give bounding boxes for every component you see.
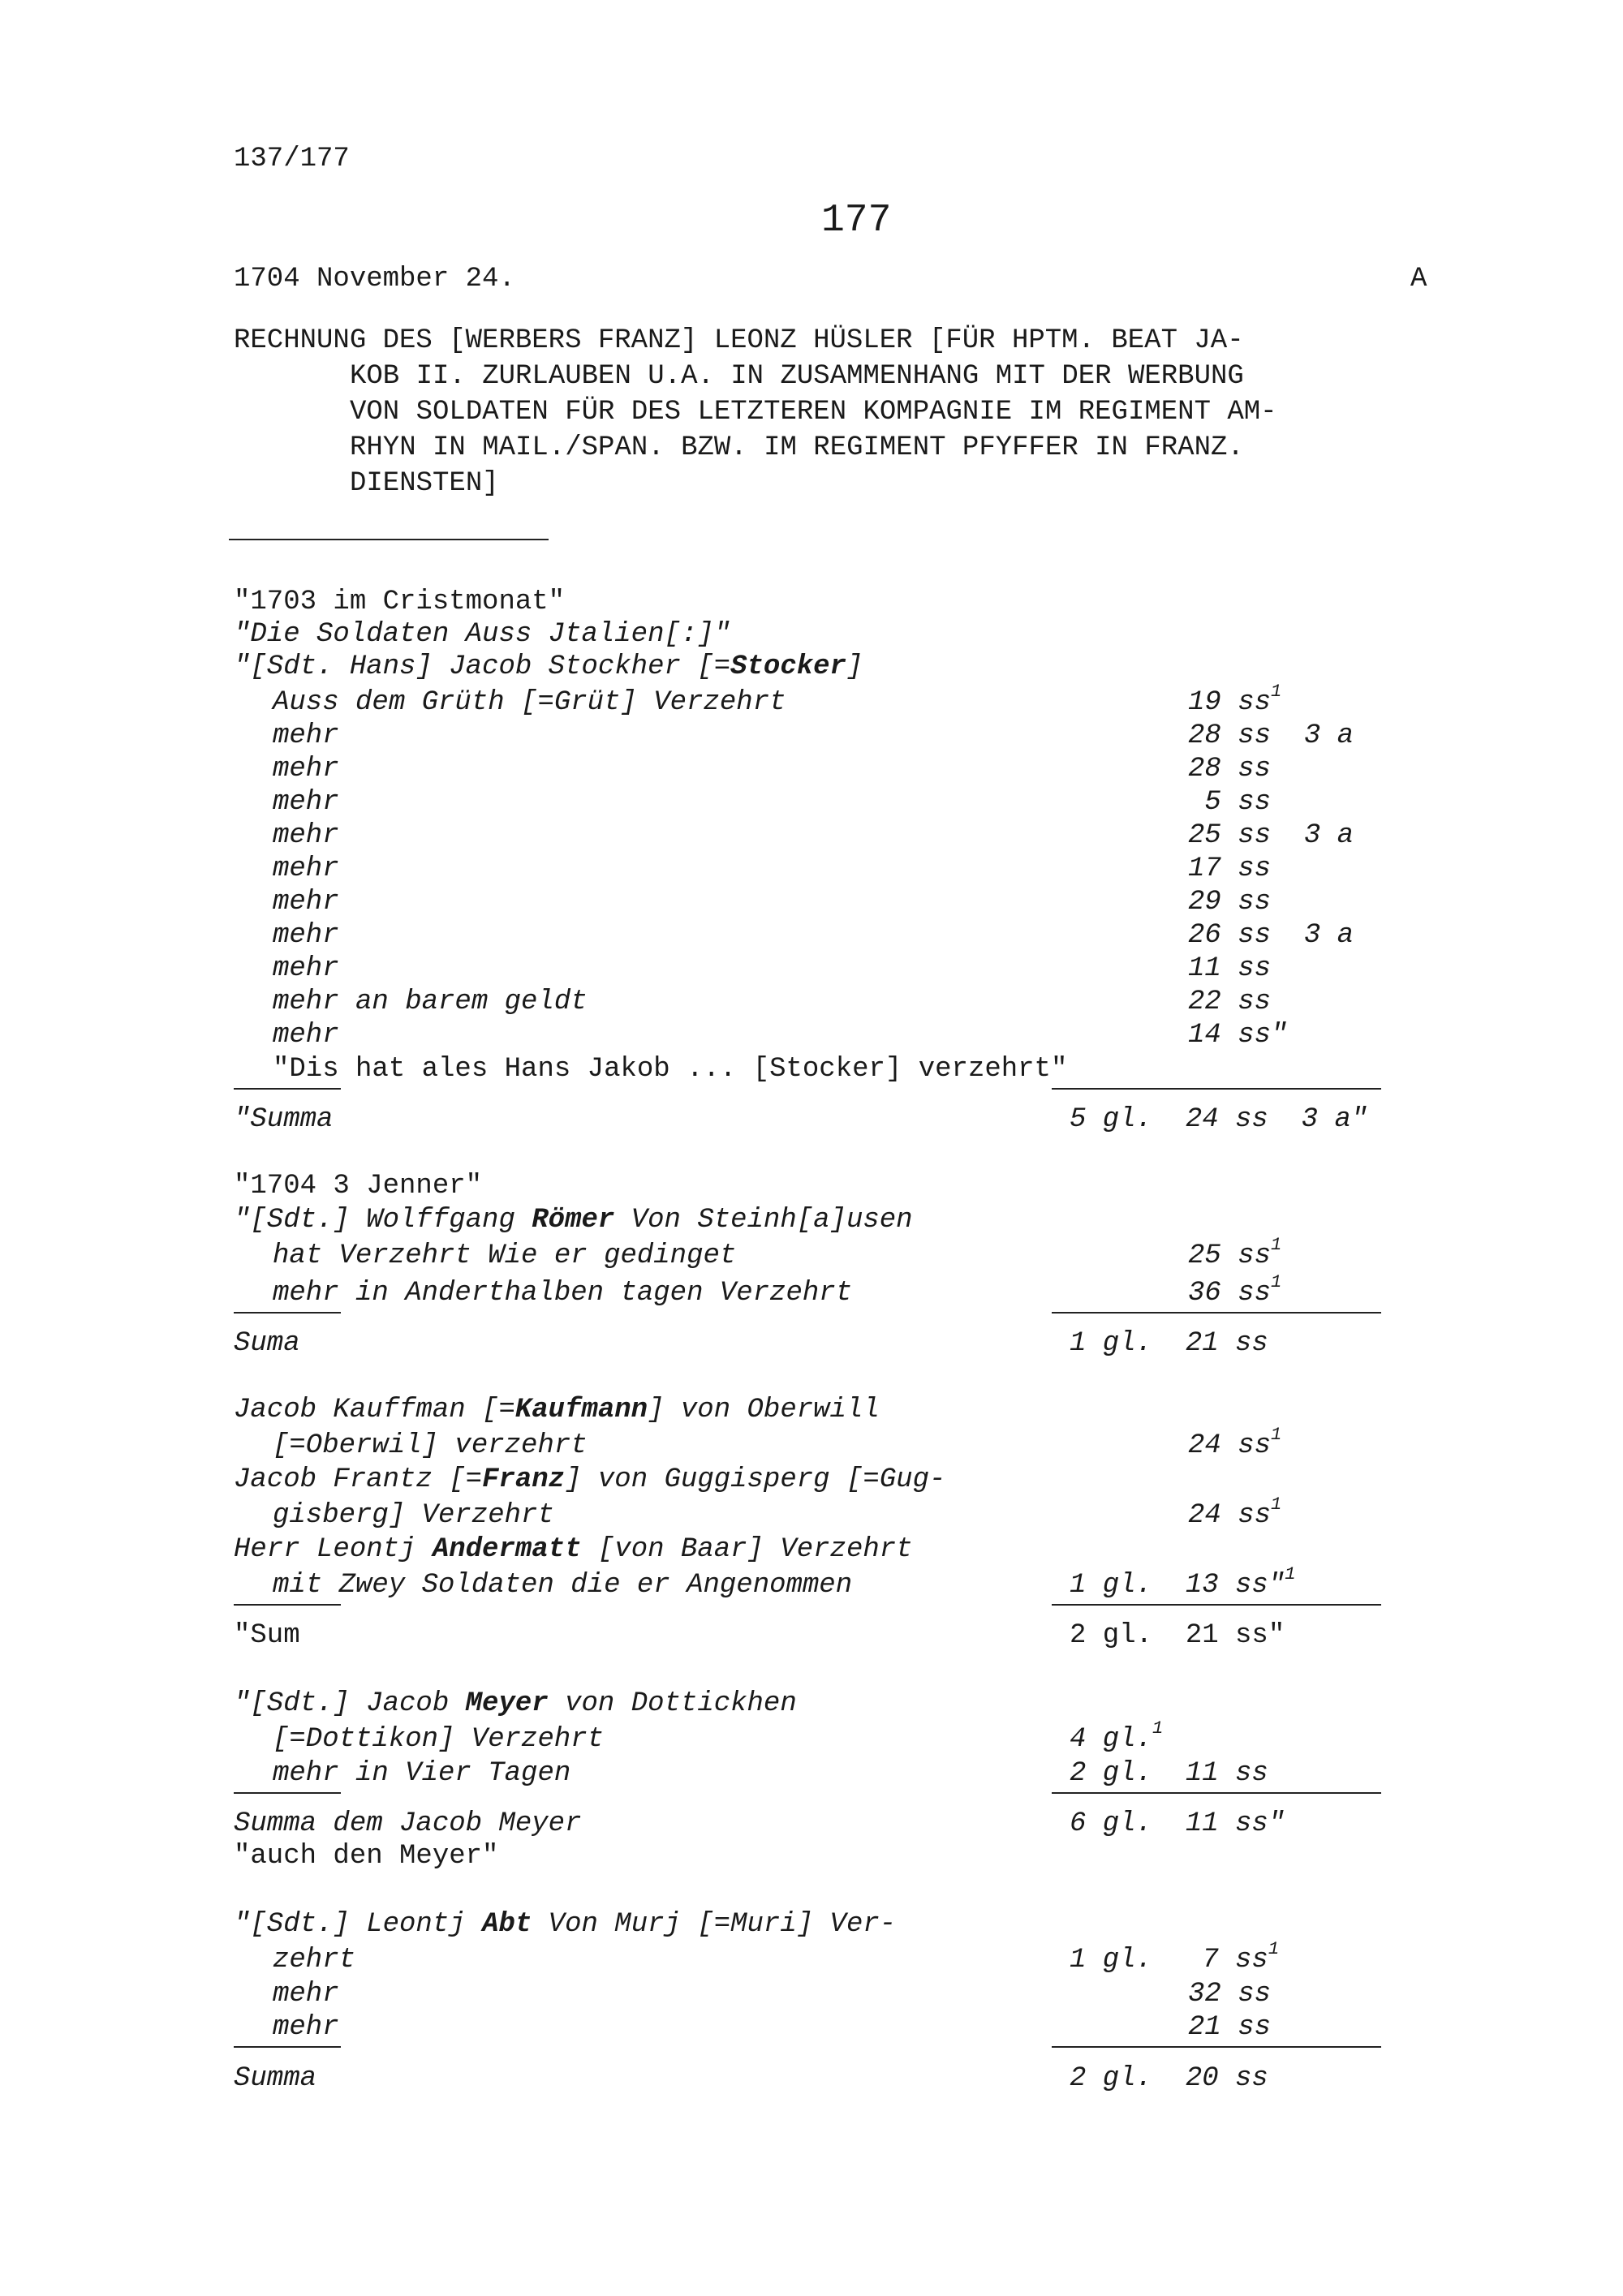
soldier-name: Meyer (465, 1688, 549, 1719)
soldier-suffix: Von Steinh[a]usen (614, 1205, 913, 1236)
soldier-name: Römer (532, 1205, 615, 1236)
subtotal-rule-left (234, 1088, 341, 1090)
item-amount: 17 ss (1188, 853, 1272, 884)
item-amount: 25 ss 3 a (1188, 820, 1354, 851)
soldier-prefix: Jacob Kauffman [= (234, 1395, 515, 1425)
subtotal-rule-left (234, 2046, 341, 2048)
item-amount: 28 ss 3 a (1188, 720, 1354, 751)
item-amount: 24 $ss^1$ (1188, 1424, 1282, 1461)
soldier-entry (234, 1202, 913, 1238)
total-label: Summa dem Jacob Meyer (234, 1808, 582, 1839)
item-label: mehr in Vier Tagen (273, 1758, 571, 1789)
footnote-marker: 1 (1268, 1938, 1280, 1959)
subtotal-rule-right (1052, 1088, 1381, 1090)
soldier-name: Kaufmann (514, 1395, 648, 1425)
total-amount: 2 gl. 20 ss (1070, 2063, 1268, 2094)
section-heading: "1703 im Cristmonat" (234, 587, 566, 617)
item-amount: 11 ss (1188, 953, 1272, 984)
footnote-marker: 1 (1271, 681, 1282, 702)
document-number: 177 (821, 199, 892, 243)
item-label: mehr (273, 1979, 339, 2010)
total-amount: 1 gl. 21 ss (1070, 1328, 1268, 1359)
title-line: DIENSTEN] (350, 468, 499, 499)
soldier-suffix: ] von Guggisperg [=Gug- (565, 1464, 946, 1495)
total-label: Suma (234, 1328, 300, 1359)
section-heading: "1704 3 Jenner" (234, 1171, 483, 1202)
item-label: mehr (273, 953, 339, 984)
soldier-entry (234, 1907, 896, 1942)
item-label: hat Verzehrt Wie er gedinget (273, 1240, 737, 1271)
soldier-prefix: Herr Leontj (234, 1534, 433, 1565)
total-amount: 5 gl. 24 ss 3 a" (1070, 1104, 1368, 1135)
item-label: mehr (273, 853, 339, 884)
footnote-marker: 1 (1271, 1424, 1282, 1445)
item-label: mehr (273, 2012, 339, 2043)
item-label: mehr in Anderthalben tagen Verzehrt (273, 1278, 853, 1309)
total-label: "Summa (234, 1104, 334, 1135)
soldier-suffix: Von Murj [=Muri] Ver- (532, 1909, 897, 1940)
soldier-name: Stocker (730, 651, 846, 682)
subtotal-rule-right (1052, 2046, 1381, 2048)
total-amount: 6 gl. 11 ss" (1070, 1808, 1285, 1839)
total-label: Summa (234, 2063, 317, 2094)
total-label: "Sum (234, 1620, 300, 1651)
item-amount: 4 gl.$^1$ (1070, 1718, 1164, 1755)
item-amount: 32 ss (1188, 1979, 1272, 2010)
item-label: mehr (273, 820, 339, 851)
soldier-suffix: ] (846, 651, 863, 682)
soldier-prefix: "[Sdt. Hans] Jacob Stockher [= (234, 651, 731, 682)
document-type-code: A (1410, 264, 1427, 295)
item-label: zehrt (273, 1945, 356, 1976)
item-amount: 1 gl. 13 ss"$^1$ (1070, 1563, 1296, 1601)
soldier-entry (234, 1532, 913, 1567)
soldier-suffix: ] von Oberwill (648, 1395, 880, 1425)
soldier-prefix: "[Sdt.] Leontj (234, 1909, 483, 1940)
item-amount: 1 gl. 7 $ss^1$ (1070, 1938, 1280, 1976)
soldier-entry (234, 1392, 880, 1428)
item-label: mehr (273, 754, 339, 785)
item-amount: 2 gl. 11 ss (1070, 1758, 1268, 1789)
footnote-marker: 1 (1271, 1494, 1282, 1515)
soldier-suffix: [von Baar] Verzehrt (581, 1534, 913, 1565)
item-amount: 28 ss (1188, 754, 1272, 785)
soldier-prefix: "[Sdt.] Wolffgang (234, 1205, 532, 1236)
item-amount: 22 ss (1188, 987, 1272, 1017)
soldier-prefix: "[Sdt.] Jacob (234, 1688, 466, 1719)
total-amount: 2 gl. 21 ss" (1070, 1620, 1285, 1651)
item-label: [=Dottikon] Verzehrt (273, 1724, 605, 1755)
item-amount: 24 $ss^1$ (1188, 1494, 1282, 1531)
item-label: [=Oberwil] verzehrt (273, 1430, 588, 1461)
subtotal-rule-right (1052, 1604, 1381, 1606)
item-amount: 26 ss 3 a (1188, 920, 1354, 951)
item-amount: 5 ss (1188, 787, 1272, 818)
title-line: RECHNUNG DES [WERBERS FRANZ] LEONZ HÜSLER [FÜR HPTM. BEAT JA- (234, 325, 1244, 356)
footnote-marker: 1 (1271, 1271, 1282, 1292)
item-label: mehr an barem geldt (273, 987, 588, 1017)
item-label: mehr (273, 1020, 339, 1051)
soldier-name: Andermatt (432, 1534, 582, 1565)
item-amount: 19 $ss^1$ (1188, 681, 1282, 718)
subtotal-rule-left (234, 1312, 341, 1314)
item-label: mehr (273, 787, 339, 818)
soldier-name: Franz (482, 1464, 566, 1495)
footnote-marker: 1 (1271, 1234, 1282, 1255)
subtotal-rule-right (1052, 1312, 1381, 1314)
item-amount: 29 ss (1188, 887, 1272, 918)
item-label: mehr (273, 920, 339, 951)
item-amount: 25 $ss^1$ (1188, 1234, 1282, 1271)
item-label: mehr (273, 887, 339, 918)
section-subheading: "Die Soldaten Auss Jtalien[:]" (234, 619, 731, 650)
soldier-prefix: Jacob Frantz [= (234, 1464, 483, 1495)
title-line: RHYN IN MAIL./SPAN. BZW. IM REGIMENT PFYFFER IN FRANZ. (350, 432, 1244, 463)
subtotal-rule-left (234, 1604, 341, 1606)
title-line: VON SOLDATEN FÜR DES LETZTEREN KOMPAGNIE IM REGIMENT AM- (350, 397, 1277, 428)
title-line: KOB II. ZURLAUBEN U.A. IN ZUSAMMENHANG MIT DER WERBUNG (350, 361, 1244, 392)
page-reference: 137/177 (234, 144, 350, 174)
soldier-name: Abt (482, 1909, 532, 1940)
subtotal-rule-left (234, 1792, 341, 1794)
item-label: gisberg] Verzehrt (273, 1500, 554, 1531)
soldier-entry (234, 1686, 797, 1722)
footnote-marker: 1 (1285, 1563, 1296, 1584)
item-label: Auss dem Grüth [=Grüt] Verzehrt (273, 687, 786, 718)
soldier-entry (234, 649, 863, 685)
item-amount: 14 ss" (1188, 1020, 1288, 1051)
document-date: 1704 November 24. (234, 264, 515, 295)
title-divider (229, 539, 549, 540)
soldier-entry (234, 1462, 945, 1498)
soldier-suffix: von Dottickhen (548, 1688, 797, 1719)
section-remark: "auch den Meyer" (234, 1841, 499, 1872)
section-remark: "Dis hat ales Hans Jakob ... [Stocker] verzehrt" (273, 1054, 1068, 1085)
item-amount: 21 ss (1188, 2012, 1272, 2043)
item-label: mit Zwey Soldaten die er Angenommen (273, 1570, 853, 1601)
item-amount: 36 $ss^1$ (1188, 1271, 1282, 1309)
footnote-marker: 1 (1152, 1718, 1164, 1739)
subtotal-rule-right (1052, 1792, 1381, 1794)
item-label: mehr (273, 720, 339, 751)
